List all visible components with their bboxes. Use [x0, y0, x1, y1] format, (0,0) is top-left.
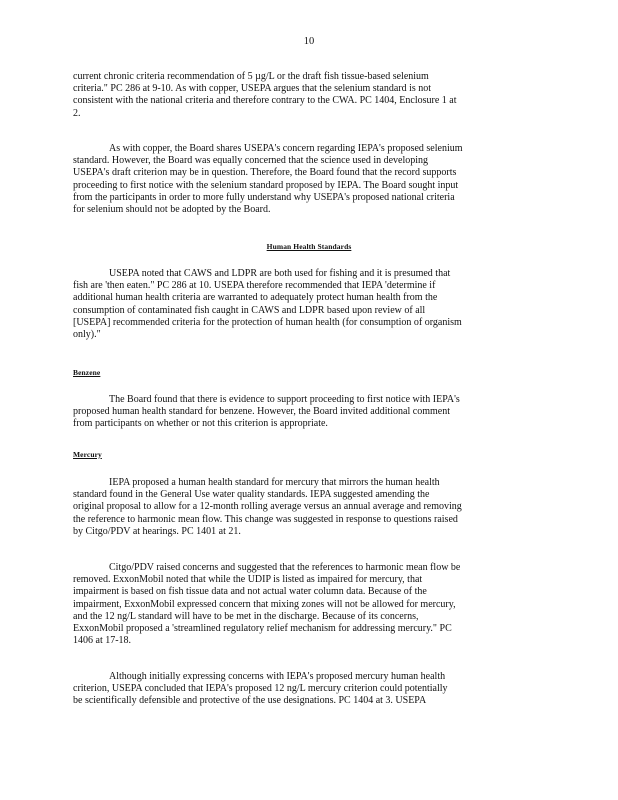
- text-line: USEPA's draft criterion may be in question. Therefore, the Board found that the record supports: [73, 167, 457, 179]
- text-line: from participants on whether or not this criterion is appropriate.: [73, 418, 328, 430]
- text-line: only).": [73, 329, 101, 341]
- text-line: impairment is based on fish tissue data and not actual water column data. Because of the: [73, 586, 427, 598]
- text-line: impairment, ExxonMobil expressed concern that mixing zones will not be allowed for mercury,: [73, 598, 456, 610]
- section-heading-human-health: Human Health Standards: [266, 242, 352, 251]
- text-line: 1406 at 17-18.: [73, 635, 132, 647]
- text-line: additional human health criteria are warranted to adequately protect human health from the: [73, 292, 438, 304]
- text-line: current chronic criteria recommendation of 5 µg/L or the draft fish tissue-based selenium: [73, 71, 429, 82]
- text-line: for selenium should not be adopted by the Board.: [73, 204, 271, 216]
- text-line: As with copper, the Board shares USEPA's concern regarding IEPA's proposed selenium: [109, 143, 463, 154]
- text-line: ExxonMobil proposed a 'streamlined regulatory relief mechanism for addressing mercury." PC: [73, 623, 452, 635]
- text-line: Although initially expressing concerns with IEPA's proposed mercury human health: [109, 671, 446, 682]
- text-line: by Citgo/PDV at hearings. PC 1401 at 21.: [73, 525, 241, 537]
- text-line: proceeding to first notice with the selenium standard proposed by IEPA. The Board sought input: [73, 179, 459, 191]
- text-line: consistent with the national criteria and therefore contrary to the CWA. PC 1404, Enclosure 1 at: [73, 95, 457, 107]
- text-line: original proposal to allow for a 12-month rolling average versus an annual average and removing: [73, 501, 462, 513]
- text-line: be scientifically defensible and protective of the use designations. PC 1404 at 3. USEPA: [73, 695, 427, 707]
- text-line: standard found in the General Use water quality standards. IEPA suggested amending the: [73, 489, 430, 501]
- text-line: standard. However, the Board was equally concerned that the science used in developing: [73, 155, 429, 167]
- text-line: [USEPA] recommended criteria for the protection of human health (for consumption of organism: [73, 316, 462, 328]
- text-line: 2.: [73, 107, 81, 119]
- text-line: The Board found that there is evidence to support proceeding to first notice with IEPA's: [109, 394, 460, 405]
- section-heading-mercury: Mercury: [73, 450, 102, 459]
- text-line: USEPA noted that CAWS and LDPR are both used for fishing and it is presumed that: [109, 268, 451, 279]
- paragraph-human-health: [73, 268, 535, 341]
- paragraph-mercury-usepa: [73, 671, 535, 708]
- paragraph-selenium-continued: [73, 71, 535, 120]
- section-heading-benzene: Benzene: [73, 368, 101, 377]
- text-line: the reference to harmonic mean flow. This change was suggested in response to questions raised: [73, 513, 458, 525]
- text-line: from the participants in order to more fully understand why USEPA's proposed national criteria: [73, 191, 455, 203]
- paragraph-mercury-iepa: [73, 477, 535, 538]
- text-line: proposed human health standard for benzene. However, the Board invited additional comment: [73, 406, 450, 418]
- paragraph-benzene: [73, 394, 535, 431]
- text-line: IEPA proposed a human health standard for mercury that mirrors the human health: [109, 477, 440, 488]
- text-line: fish are 'then eaten." PC 286 at 10. USEPA therefore recommended that IEPA 'determine if: [73, 280, 436, 292]
- page-number: 10: [303, 36, 315, 47]
- paragraph-selenium-board: [73, 143, 535, 216]
- paragraph-mercury-citgo: [73, 562, 535, 647]
- text-line: and the 12 ng/L standard will have to be met in the discharge. Because of its concerns,: [73, 610, 419, 622]
- text-line: criteria." PC 286 at 9-10. As with copper, USEPA argues that the selenium standard is not: [73, 83, 432, 95]
- text-line: criterion, USEPA concluded that IEPA's proposed 12 ng/L mercury criterion could potentially: [73, 683, 448, 695]
- text-line: Citgo/PDV raised concerns and suggested that the references to harmonic mean flow be: [109, 562, 461, 573]
- text-line: consumption of contaminated fish caught in CAWS and LDPR based upon review of all: [73, 304, 426, 316]
- text-line: removed. ExxonMobil noted that while the UDIP is listed as impaired for mercury, that: [73, 574, 423, 586]
